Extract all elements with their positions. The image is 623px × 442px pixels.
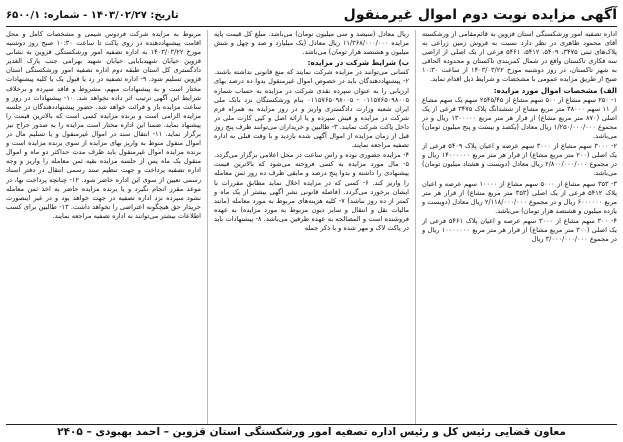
body-columns (6, 30, 617, 424)
price-summary: ریال معادل (سیصد و سی میلیون تومان) می‌باشد. مبلغ کل قیمت پایه مزایده ۱۱/۳۶۸/۰۰۰/۰۰۰ ریال معادل (یک میلیارد و صد و چهل و شش میلیون و هشتصد هزار تومان) می‌باشد. (214, 30, 409, 57)
right-column (422, 30, 617, 424)
item-4: ۴- ۳۰۰ سهم مشاع از ۳۰۰۰ سهم عرصه و اعیان پلاک ۵۴۶۱ فرعی از یک اصلی (۳۰۰ متر مربع مشاع) از قرار هر متر مربع ۱۰۰۰۰۰۰۰ ریال و در مجموع ۳/۰۰۰/۰۰۰/۰۰۰ ریال (422, 216, 617, 244)
conditions-part-3: مربوط به مزایده شرکت فردوس شیمی و مشخصات کامل و محل اقامت پیشنهاددهنده در روی پاکت تا ساعت ۱۰:۳۰ صبح روز دوشنبه مورخ ۱۴۰۳/۰۳/۲۲ به اداره تصفیه امور ورشکستگی قزوین به نشانی قزوین خیابان شهیدبابایی خیابان شهید بهرامی جنب پارک الغدیر دادگستری کل استان طبقه دوم اداره تصفیه امور ورشکستگی استان قزوین تسلیم شود. ۹- اداره تصفیه در رد یا قبول یک یا کلیه پیشنهادات مختار است و به پیشنهادات مبهم، مشروط و فاقد سپرده و برخلاف شرایط این آگهی ترتیب اثر داده نخواهد شد. ۱۰- پیشنهادات در روز و ساعت مزایده باز و قرائت خواهد شد. حضور پیشنهاددهندگان در جلسه مزایده الزامی است و برنده مزایده کسی است که بالاترین قیمت را پیشنهاد نماید. ضمنا این اداره مختار است مزایده را به صدور حراج نیز برگزار نماید. ۱۱- انتقال سند در اموال غیرمنقول و یا تسلیم مال در اموال منقول منوط به واریز بهای مزایده از سوی برنده مزایده است و برنده مزایده اموال غیرمنقول باید ظرف مدت حداکثر دو ماه و اموال منقول یک ماه پس از جلسه مزایده بقیه ثمن معامله را واریز و وجه اداره تصفیه پرداخت و جهت تنظیم سند رسمی انتقال در دفتر اسناد رسمی تعیین از سوی این اداره حاضر شود. ۱۲- چنانچه پرداخت بها، در موعد مقرر انجام نگیرد و یا برنده مزایده حاضر به اخذ ثمن معامله نشود سپرده نزد اداره تصفیه در جهت خواهد بود و در غیر اینصورت خریدار حق هیچگونه اعتراضی را نخواهد داشت. ۱۳- طالبین برای کسب اطلاعات بیشتر می‌توانند به اداره تصفیه مراجعه نمایند. (6, 30, 201, 220)
column-divider (415, 30, 416, 424)
item-3: ۳- ۳۵۳ سهم مشاع از ۵۰۰۰ سهم مشاع از ۱۰۰۰۰ سهم عرصه و اعیان پلاک ۵۴۱۲ فرعی از یک اصلی (۳۵۳ متر مربع مشاع) از قرار هر متر مربع ۶۰۰۰۰۰۰ ریال و در مجموع ۲/۱۱۸/۰۰۰/۰۰۰ ریال معادل (دویست و یازده میلیون و هشتصد هزار تومان) می‌باشد. (422, 179, 617, 215)
notice-title: آگهی مزایده نوبت دوم اموال غیرمنقول (343, 7, 617, 23)
conditions-part-2: ۴- مزایده حضوری بوده و راس ساعت در محل اعلامی برگزار می‌گردد. ۵- مال مورد مزایده به کسی فروخته می‌شود که بالاترین قیمت پیشنهادی را داشته و بدوا پنج درصد و مابقی ظرف ده روز ثمن معامله را واریز کند. ۶- کسی که در مزایده اخلال نماید مطابق مقررات با ایشان برخورد می‌گردد. (فاصله قانونی نشر آگهی بیشتر از یک ماه و کمتر از ده روز نباشد) ۷- کلیه هزینه‌های مربوط به مورد معامله (مانند مالیات نقل و انتقال و سایر دیون مربوط به مورد مزایده) به عهده فروشنده است و المصالحه به عهده طرفین می‌باشد. ۸- پیشنهادات باید در پاکت لاک و مهر شده و با ذکر جمله (214, 151, 409, 232)
left-column (6, 30, 201, 424)
middle-column (214, 30, 409, 424)
header (6, 4, 617, 27)
date-and-number: تاریخ: ۱۴۰۳/۰۲/۲۷ - شماره: ۶۵۰۰/۱ (6, 9, 179, 21)
section-a-title: الف) مشخصات اموال مورد مزایده: (493, 85, 617, 95)
conditions-part-1: کسانی می‌توانند در مزایده شرکت نمایند که منع قانونی نداشته باشند. ۲- پیشنهاددهندگان باید در خصوص اموال غیرمنقول بدوا ده درصد بهای ارزیابی را به عنوان سپرده نقدی شرکت در مزایده به حساب شماره ۰۱۱۵۷۶۵۰۹۸۰۰۵ - ۰۱۱۵۷۶۵۰۹۸۰۰۵ بنام ورشکستگان نزد بانک ملی ایران شعبه وزارت دادگستری واریز و در روز مزایده به همراه فرم شرکت در مزایده و فیش سپرده و یا ارائه اصل و کپی کارت ملی در داخل پاکت شرکت نمایند. ۳- طالبین و خریداران می‌توانند ظرف پنج روز قبل از زمان مزایده از اموال آگهی شده بازدید و با وقت قبلی به اداره تصفیه مراجعه نمایند. (214, 68, 409, 150)
signature-footer: معاون قضایی رئیس کل و رئیس اداره تصفیه امور ورشکستگی استان قزوین – احمد بهبودی – ۲۴۰۵ (6, 424, 617, 441)
section-b-title: ب) شرایط شرکت در مزایده: (307, 58, 409, 68)
intro-paragraph: اداره تصفیه امور ورشکستگی استان قزوین به قائم‌مقامی از ورشکسته آقای محمود طاهری در نظر دارد نسبت به فروش زمین زراعی به پلاک‌های ثبتی ۳۴۷۵، ۵۴۰۹، ۵۴۱۲، ۵۴۶۱ فرعی از یک اصلی از اراضی سه‌ فکاری تاکستان واقع در شمال کمربندی تاکستان و محدوده الحاقی به شهر تاکستان، در روز دوشنبه مورخ ۱۴۰۳/۰۳/۲۲ از ساعت ۱۰:۳۰ صبح از طریق مزایده عمومی با مشخصات و شرایط ذیل اقدام نماید. (422, 30, 617, 84)
item-1: ۱- ۲۵۰ سهم مشاع از ۵۰۰ سهم مشاع از ۲۵۴۵/۴۵ سهم یک سهم مشاع از ۱۱ سهم ۳۸۰۰۰ متر مربع مشاع از ششدانگ پلاک ۳۴۷۵ فرعی از یک اصلی (۸۷۰ متر مربع مشاع) از قرار هر متر مربع ۱۳۰۰۰۰۰ ریال و در مجموع ۱/۲۵۰/۰۰۰/۰۰۰ ریال معادل (یکصد و بیست و پنج میلیون تومان) می‌باشد. (422, 95, 617, 141)
item-2: ۲- ۳۰۰۰ سهم مشاع از ۳۰۰۰ سهم عرصه و اعیان پلاک ۵۴۰۹ فرعی از یک اصلی (۲۰۰ متر مربع مشاع) از قرار هر متر مربع ۱۴۰۰۰۰۰۰ ریال و در مجموع ۲/۸۰۰/۰۰۰/۰۰۰ ریال معادل (دویست و هشتاد میلیون تومان) می‌باشد. (422, 142, 617, 178)
column-divider (207, 30, 208, 424)
